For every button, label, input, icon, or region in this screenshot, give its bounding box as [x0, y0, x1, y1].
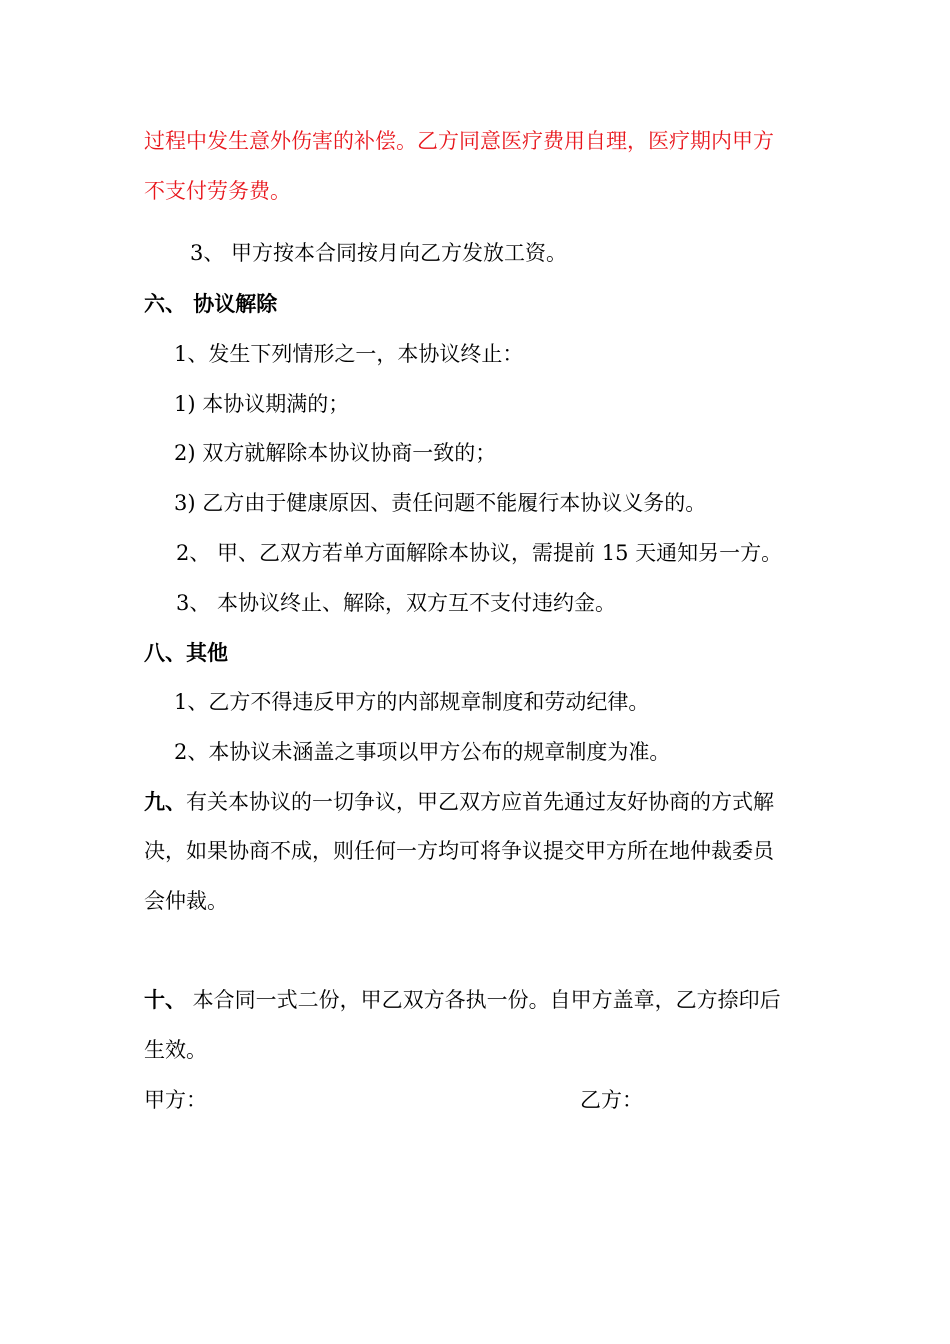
red-paragraph-line-1: 过程中发生意外伤害的补偿。乙方同意医疗费用自理，医疗期内甲方: [144, 129, 774, 153]
section-9-line-3: 会仲裁。: [144, 889, 228, 913]
section-10-line-2: 生效。: [144, 1038, 207, 1062]
red-paragraph-line-2: 不支付劳务费。: [144, 179, 291, 203]
section-6-sub-1: 1) 本协议期满的；: [174, 392, 350, 416]
section-8-heading: 八、其他: [144, 640, 228, 665]
section-10-text: 本合同一式二份，甲乙双方各执一份。自甲方盖章，乙方捺印后: [186, 988, 781, 1012]
section-9-label: 九、: [144, 789, 186, 814]
section-8-item-2: 2、本协议未涵盖之事项以甲方公布的规章制度为准。: [174, 740, 671, 764]
section-9-line-1: [144, 789, 774, 815]
section-8-item-1: 1、乙方不得违反甲方的内部规章制度和劳动纪律。: [174, 690, 650, 714]
section-6-item-3: 3、 本协议终止、解除，双方互不支付违约金。: [176, 591, 617, 615]
party-b-label: 乙方：: [580, 1088, 643, 1112]
section-6-heading: 六、 协议解除: [144, 291, 278, 316]
section-6-sub-3: 3) 乙方由于健康原因、责任问题不能履行本协议义务的。: [174, 491, 707, 515]
section-6-item-1: 1、发生下列情形之一，本协议终止：: [174, 342, 524, 366]
item-5-3: 3、 甲方按本合同按月向乙方发放工资。: [190, 241, 568, 265]
section-10-line-1: [144, 987, 781, 1013]
section-9-text: 有关本协议的一切争议，甲乙双方应首先通过友好协商的方式解: [186, 790, 774, 814]
section-10-label: 十、: [144, 987, 186, 1012]
section-6-sub-2: 2) 双方就解除本协议协商一致的；: [174, 441, 497, 465]
section-9-line-2: 决，如果协商不成，则任何一方均可将争议提交甲方所在地仲裁委员: [144, 839, 774, 863]
section-6-item-2: 2、 甲、乙双方若单方面解除本协议，需提前 15 天通知另一方。: [176, 541, 783, 565]
party-a-label: 甲方：: [144, 1088, 207, 1112]
